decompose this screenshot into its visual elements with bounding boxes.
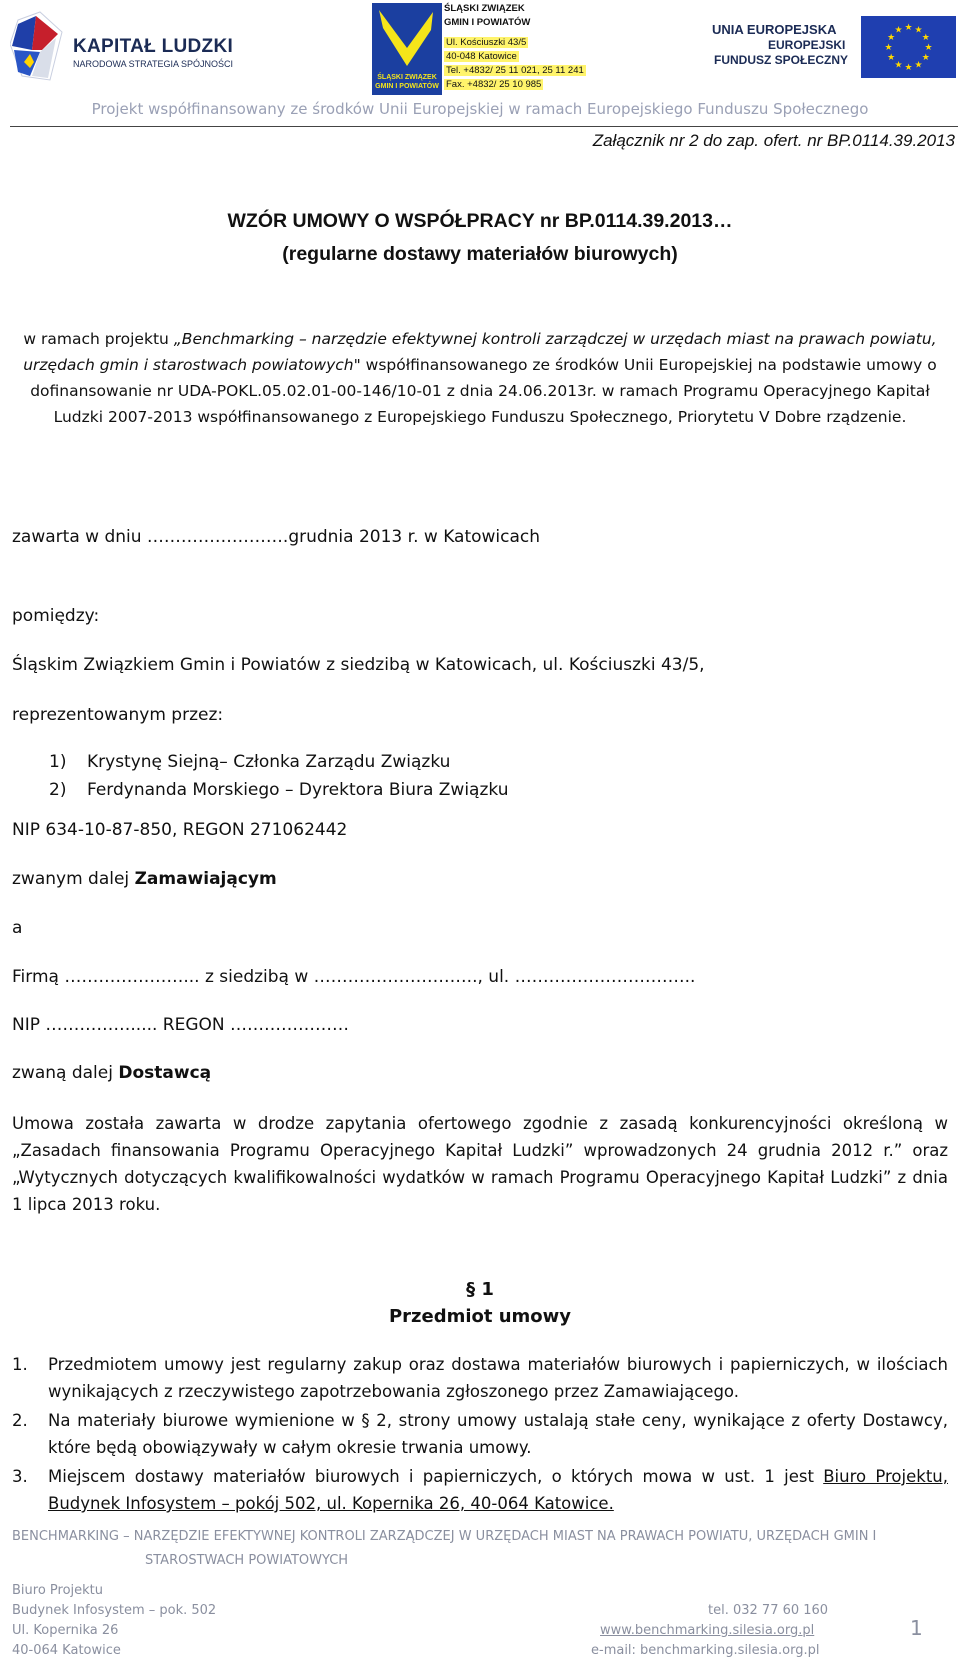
called-orderer-prefix: zwanym dalej: [12, 869, 135, 889]
called-orderer-term: Zamawiającym: [134, 869, 277, 889]
eu-star-icon: ★: [894, 59, 903, 70]
union-logo-text-1: ŚLĄSKI ZWIĄZEK: [377, 74, 437, 81]
eu-star-icon: ★: [904, 22, 913, 32]
footer-phone: tel. 032 77 60 160: [708, 1603, 829, 1618]
attachment-reference: Załącznik nr 2 do zap. ofert. nr BP.0114.39.2013: [592, 131, 955, 150]
section-1-title: Przedmiot umowy: [388, 1306, 572, 1327]
kapital-ludzki-emblem-icon: [10, 10, 68, 86]
footer-project-line-1: BENCHMARKING – NARZĘDZIE EFEKTYWNEJ KONTROLI ZARZĄDCZEJ W URZĘDACH MIAST NA PRAWACH POWIATU, URZĘDACH GMIN I: [12, 1529, 877, 1544]
union-name-line-1: ŚLĄSKI ZWIĄZEK: [444, 3, 525, 14]
page-number: 1: [910, 1616, 923, 1640]
footer-street: Ul. Kopernika 26: [12, 1623, 119, 1638]
footer-office: Biuro Projektu: [12, 1583, 104, 1598]
footer-email: e-mail: benchmarking.silesia.org.pl: [591, 1643, 820, 1658]
called-supplier-term: Dostawcą: [118, 1063, 212, 1083]
footer-website-link[interactable]: www.benchmarking.silesia.org.pl: [600, 1623, 815, 1638]
eu-star-icon: ★: [904, 62, 913, 72]
nip-regon-1: NIP 634-10-87-850, REGON 271062442: [12, 820, 348, 840]
project-intro: [12, 326, 948, 430]
delivery-address: Biuro Projektu, Budynek Infosystem – pokój 502, ul. Kopernika 26, 40-064 Katowice.: [48, 1467, 948, 1513]
eu-star-icon: ★: [887, 52, 896, 62]
footer-building: Budynek Infosystem – pok. 502: [12, 1603, 217, 1618]
item-number: 3.: [12, 1467, 28, 1486]
eu-fund-line-2: FUNDUSZ SPOŁECZNY: [714, 53, 849, 67]
item-text: Przedmiotem umowy jest regularny zakup oraz dostawa materiałów biurowych i papierniczych, w ilościach wynikających z rzeczywistego zapotrzebowania zgłoszonego przez Zamawiającego.: [48, 1355, 948, 1401]
document-subtitle: (regularne dostawy materiałów biurowych): [282, 243, 678, 265]
concluded-date: zawarta w dniu …………………….grudnia 2013 r. w Katowicach: [12, 527, 541, 547]
eu-star-icon: ★: [921, 52, 930, 62]
party-1: Śląskim Związkiem Gmin i Powiatów z siedzibą w Katowicach, ul. Kościuszki 43/5,: [12, 655, 705, 675]
represented-label: reprezentowanym przez:: [12, 705, 224, 725]
union-logo-text-2: GMIN I POWIATÓW: [375, 83, 439, 90]
union-logo: [372, 3, 442, 95]
item-text-lead: Miejscem dostawy materiałów biurowych i papierniczych, o których mowa w ust. 1 jest: [48, 1467, 824, 1486]
firm-line: Firmą …………………... z siedzibą w ……………………….., ul. …………………………..: [12, 967, 696, 987]
and-label: a: [12, 918, 23, 938]
union-emblem-icon: [373, 4, 441, 74]
intro-project-name: „Benchmarking – narzędzie efektywnej kontroli zarządczej w urzędach miast na prawach powiatu, urzędach gmin i starostwach powiatowych": [23, 330, 937, 374]
contract-basis: Umowa została zawarta w drodze zapytania ofertowego zgodnie z zasadą konkurencyjności określoną w „Zasadach finansowania Programu Operacyjnego Kapitał Ludzki” wprowadzonych 24 grudnia 2012 r.” oraz „Wytycznych dotyczących kwalifikowalności wydatków w ramach Programu Operacyjnego Kapitał Ludzki” z dnia 1 lipca 2013 roku.: [12, 1114, 948, 1214]
item-text: [48, 1463, 948, 1517]
representative-2: Ferdynanda Morskiego – Dyrektora Biura Związku: [87, 780, 509, 800]
union-city: 40-048 Katowice: [446, 51, 517, 62]
eu-star-icon: ★: [924, 42, 933, 52]
section-1-item: [12, 1351, 948, 1405]
eu-star-icon: ★: [887, 32, 896, 42]
eu-title: UNIA EUROPEJSKA: [712, 22, 837, 37]
union-street: Ul. Kościuszki 43/5: [446, 37, 527, 48]
kapital-ludzki-subtitle: NARODOWA STRATEGIA SPÓJNOŚCI: [73, 59, 234, 69]
cofinanced-note: Projekt współfinansowany ze środków Unii Europejskiej w ramach Europejskiego Funduszu Społecznego: [91, 100, 869, 118]
header-divider: [10, 126, 958, 127]
eu-star-icon: ★: [894, 24, 903, 35]
eu-fund-line-1: EUROPEJSKI: [768, 38, 846, 52]
footer-project-line-2: STAROSTWACH POWIATOWYCH: [145, 1553, 349, 1568]
eu-flag-icon: [861, 16, 956, 78]
section-1-item: [12, 1463, 948, 1517]
representative-1-number: 1): [49, 752, 67, 772]
eu-star-icon: ★: [914, 59, 923, 70]
eu-star-icon: ★: [921, 32, 930, 42]
union-fax: Fax. +4832/ 25 10 985: [446, 79, 542, 90]
called-supplier-prefix: zwaną dalej: [12, 1063, 119, 1083]
representative-2-number: 2): [49, 780, 67, 800]
called-orderer: [12, 869, 277, 889]
eu-star-icon: ★: [884, 42, 893, 52]
document-title: WZÓR UMOWY O WSPÓŁPRACY nr BP.0114.39.2013…: [227, 210, 733, 232]
item-text: Na materiały biurowe wymienione w § 2, strony umowy ustalają stałe ceny, wynikające z oferty Dostawcy, które będą obowiązywały w całym okresie trwania umowy.: [48, 1411, 948, 1457]
intro-rest: współfinansowanego ze środków Unii Europejskiej na podstawie umowy o dofinansowanie nr UDA-POKL.05.02.01-00-146/10-01 z dnia 24.06.2013r. w ramach Programu Operacyjnego Kapitał Ludzki 2007-2013 współfinansowanego z Europejskiego Funduszu Społecznego, Priorytetu V Dobre rządzenie.: [30, 356, 937, 426]
item-number: 1.: [12, 1355, 28, 1374]
union-phone: Tel. +4832/ 25 11 021, 25 11 241: [446, 65, 584, 76]
between-label: pomiędzy:: [12, 606, 100, 626]
nip-regon-2: NIP ……………..... REGON …………………: [12, 1015, 350, 1035]
item-number: 2.: [12, 1411, 28, 1430]
section-1-item: [12, 1407, 948, 1461]
eu-star-icon: ★: [914, 24, 923, 35]
kapital-ludzki-title: KAPITAŁ LUDZKI: [73, 36, 234, 57]
intro-lead: w ramach projektu: [23, 330, 174, 348]
union-name-line-2: GMIN I POWIATÓW: [444, 17, 531, 28]
footer-city: 40-064 Katowice: [12, 1643, 121, 1658]
section-1-symbol: § 1: [466, 1279, 494, 1300]
representative-1: Krystynę Siejną– Członka Zarządu Związku: [87, 752, 451, 772]
called-supplier: [12, 1063, 211, 1083]
